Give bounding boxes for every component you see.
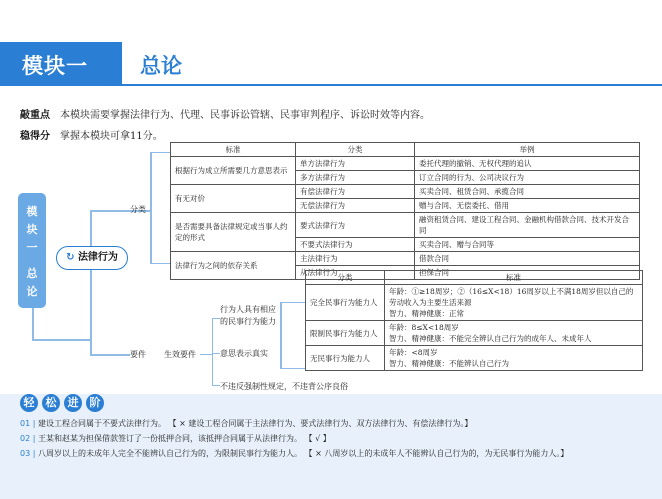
side-char: 总 [26,267,38,280]
cell-example: 借款合同 [415,252,640,266]
badge-char: 轻 [20,394,38,412]
col-header: 分类 [306,271,385,285]
cell-class: 要式法律行为 [296,213,415,238]
cell-line: 智力、精神健康：正常 [389,309,464,318]
intro-label: 稳得分 [20,131,50,142]
cell-class: 无民事行为能力人 [306,346,385,371]
connector [280,302,282,368]
intro-text: 本模块需要掌握法律行为、代理、民事诉讼管辖、民事审判程序、诉讼时效等内容。 [60,110,430,121]
badge-char: 进 [64,394,82,412]
side-char: 模 [26,205,38,218]
cell-example: 担保合同 [415,266,640,280]
item-number: 03 [20,449,31,458]
connector [150,152,152,264]
cell-example: 订立合同的行为、公司决议行为 [415,171,640,185]
table-header-row [171,143,640,157]
cell-class: 不要式法律行为 [296,238,415,252]
table-row [171,252,640,266]
refresh-icon: ↻ [66,252,75,263]
connector [212,318,220,319]
badge-char: 松 [42,394,60,412]
cell-line: 年龄：8≤X<18周岁 [389,323,459,332]
cell-standard: 法律行为之间的依存关系 [171,252,296,280]
connector [90,210,92,355]
cell-class: 主法律行为 [296,252,415,266]
cell-line: 年龄：<8周岁 [389,348,438,357]
cell-standard: 有无对价 [171,185,296,213]
table-row [306,321,643,346]
practice-item: 02 | 王某和赵某为担保借款签订了一份抵押合同，该抵押合同属于从法律行为。 【 √ 】 [20,434,331,443]
cell-standard: 根据行为成立所需要几方意思表示 [171,157,296,185]
cell-class: 限制民事行为能力人 [306,321,385,346]
intro-text: 掌握本模块可拿11分。 [60,131,163,142]
branch-effective: 生效要件 [164,350,196,359]
col-header: 标准 [171,143,296,157]
side-char: 论 [26,285,38,298]
cell-standard [385,321,643,346]
badge-char: 阶 [86,394,104,412]
cell-standard [385,346,643,371]
table-row [171,157,640,171]
cell-line: 智力、精神健康：不能辨认自己行为 [389,359,509,368]
intro-key-points [20,106,430,121]
cell-class: 完全民事行为能力人 [306,285,385,321]
cell-standard: 是否需要具备法律规定或当事人约定的形式 [171,213,296,252]
condition-capacity: 行为人具有相应的民事行为能力 [220,305,276,326]
item-answer: 【 √ 】 [304,434,331,443]
topic-label: 法律行为 [77,252,118,263]
item-number: 01 [20,419,31,428]
practice-badges [20,394,104,412]
table-header-row [306,271,643,285]
connector [32,339,90,341]
table-row [306,346,643,371]
connector [90,354,130,356]
col-header: 标准 [385,271,643,285]
connector [150,263,170,264]
connector [200,354,212,355]
module-subtitle: 总论 [140,54,182,78]
cell-example: 委托代理的撤销、无权代理的追认 [415,157,640,171]
cell-example: 买卖合同、租赁合同、承揽合同 [415,185,640,199]
condition-genuine: 意思表示真实 [220,349,268,358]
side-char: 块 [26,223,38,236]
item-number: 02 [20,434,31,443]
cell-line: 智力、精神健康：不能完全辨认自己行为的成年人、未成年人 [389,334,592,343]
item-question: 建设工程合同属于不要式法律行为。 [37,419,166,428]
table-row [171,213,640,238]
connector [150,152,170,153]
condition-legality: 不违反强制性规定，不违背公序良俗 [220,382,348,391]
practice-item: 03 | 八周岁以上的未成年人完全不能辨认自己行为的，为限制民事行为能力人。 【 × 八周岁以上的未成年人不能辨认自己行为的，为无民事行为能力人。】 [20,449,569,458]
item-answer: 【 × 八周岁以上的未成年人不能辨认自己行为的，为无民事行为能力人。】 [304,449,569,458]
connector [280,368,305,369]
cell-class: 有偿法律行为 [296,185,415,199]
connector [212,353,220,354]
classification-table [170,142,640,280]
item-question: 八周岁以上的未成年人完全不能辨认自己行为的，为限制民事行为能力人。 [37,449,302,458]
module-title: 模块一 [22,54,88,78]
cell-example: 赠与合同、无偿委托、借用 [415,199,640,213]
cell-example: 买卖合同、赠与合同等 [415,238,640,252]
table-row [306,285,643,321]
header-underline [122,84,662,86]
cell-line: 年龄：①≥18周岁；②（16≤X<18）16周岁以上不满18周岁但以自己的劳动收入为主要生活来源 [389,287,634,307]
table-row [171,185,640,199]
cell-class: 单方法律行为 [296,157,415,171]
module-side-tag [18,193,46,308]
side-char: 一 [26,241,38,254]
item-answer: 【 × 建设工程合同属于主法律行为、要式法律行为、双方法律行为、有偿法律行为。】 [168,419,473,428]
col-header: 举例 [415,143,640,157]
connector [32,308,34,340]
cell-example: 融资租赁合同、建设工程合同、金融机构借款合同、技术开发合同 [415,213,640,238]
branch-classify: 分类 [130,205,146,214]
cell-standard [385,285,643,321]
cell-class: 多方法律行为 [296,171,415,185]
cell-class: 无偿法律行为 [296,199,415,213]
col-header: 分类 [296,143,415,157]
intro-label: 敲重点 [20,110,50,121]
practice-item: 01 | 建设工程合同属于不要式法律行为。 【 × 建设工程合同属于主法律行为、要式法律行为、双方法律行为、有偿法律行为。】 [20,419,473,428]
connector [212,385,220,386]
capacity-table [305,270,643,371]
topic-node [56,246,128,270]
connector [212,318,213,386]
item-question: 王某和赵某为担保借款签订了一份抵押合同，该抵押合同属于从法律行为。 [37,434,302,443]
intro-score [20,127,163,142]
connector [280,302,305,303]
branch-elements: 要件 [130,350,146,359]
cell-class: 从法律行为 [296,266,415,280]
